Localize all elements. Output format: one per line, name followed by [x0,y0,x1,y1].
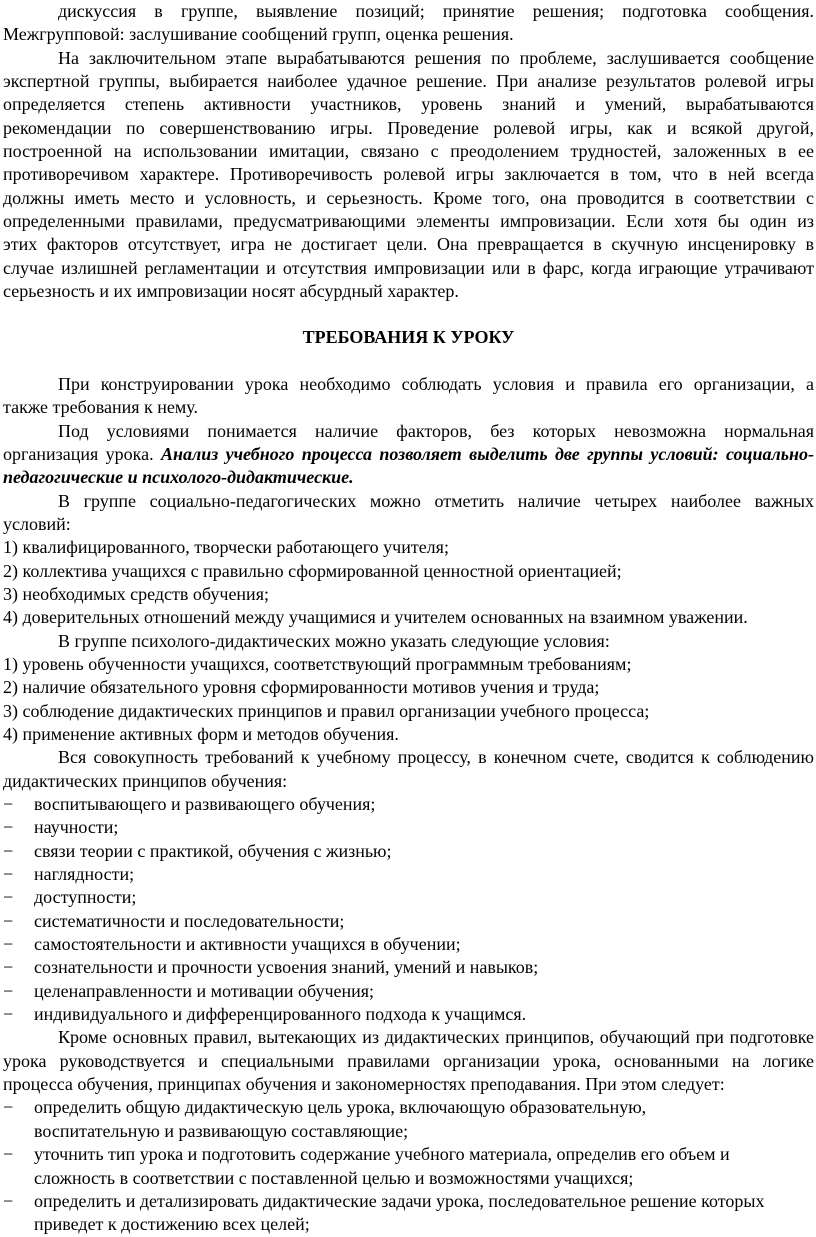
text-line: Вся совокупность требований к учебному процессу, в конечном счете, сводится к соблюдению [58,747,814,768]
text-line: случае излишней регламентации и отсутствия импровизации или в фарс, когда играющие утрачивают [3,257,814,278]
text-line: Межгрупповой: заслушивание сообщений групп, оценка решения. [3,24,514,45]
list-item-text: уточнить тип урока и подготовить содержание учебного материала, определив его объем и [34,1144,730,1165]
list-item [3,1190,814,1213]
text-line: определяется степень активности участников, уровень знаний и умений, вырабатываются [3,94,814,115]
list-item [3,863,814,886]
list-item [3,910,814,933]
text-line: рекомендации по совершенствованию игры. Проведение ролевой игры, как и всякой другой, [3,117,814,138]
list-item-text: воспитательную и развивающую составляющие; [34,1120,409,1141]
list-item-text: индивидуального и дифференцированного подхода к учащимся. [34,1004,527,1025]
text-line: процесса обучения, принципах обучения и закономерностях преподавания. При этом следует: [3,1074,725,1095]
list-item [3,1096,814,1119]
dash-bullet: − [3,980,14,1001]
social-conditions-list [3,536,814,629]
list-item: 4) доверительных отношений между учащимися и учителем основанных на взаимном уважении. [3,607,748,628]
emphasis-line: педагогические и психолого-дидактические. [3,467,354,488]
paragraph-3 [3,490,814,537]
list-item [3,1143,814,1166]
list-item-text: сложность в соответствии с поставленной целью и возможностями учащихся; [34,1167,634,1188]
list-item: 1) квалифицированного, творчески работающего учителя; [3,537,449,558]
list-item-text: научности; [34,817,119,838]
list-item-text: связи теории с практикой, обучения с жизнью; [34,840,392,861]
list-item: 2) коллектива учащихся с правильно сформированной ценностной ориентацией; [3,560,622,581]
list-item-text: самостоятельности и активности учащихся в обучении; [34,934,461,955]
text-line: определенными правилами, предусматривающими элементы импровизации. Если хотя бы один из [3,211,814,232]
emphasis-text: Анализ учебного процесса позволяет выделить две группы условий: социально- [160,443,814,464]
dash-bullet: − [3,1004,14,1025]
dash-bullet: − [3,1144,14,1165]
list-item [3,840,814,863]
list-item-text: определить общую дидактическую цель урока, включающую образовательную, [34,1097,647,1118]
list-item: 3) соблюдение дидактических принципов и правил организации учебного процесса; [3,700,650,721]
text-line: должны иметь место и условность, и серьезность. Кроме того, она проводится в соответствии с [3,187,814,208]
list-item [3,980,814,1003]
plain-text: организация урока. [3,443,161,464]
intro-paragraph [3,0,814,47]
dash-bullet: − [3,794,14,814]
list-item [3,1003,814,1026]
rules-list [3,1096,814,1236]
list-item [3,933,814,956]
list-item-continuation [3,1213,814,1236]
list-item-text: приведет к достижению всех целей; [34,1214,310,1235]
list-item-text: сознательности и прочности усвоения знаний, умений и навыков; [34,957,539,978]
principles-list [3,793,814,1026]
list-item-text: воспитывающего и развивающего обучения; [34,794,376,814]
dash-bullet: − [3,864,14,885]
section-heading: ТРЕБОВАНИЯ К УРОКУ [302,327,515,348]
text-line: урока руководствуется и специальными правилами организации урока, основанными на логике [3,1050,814,1071]
dash-bullet: − [3,934,14,955]
list-item [3,956,814,979]
text-line: При конструировании урока необходимо соблюдать условия и правила его организации, а [58,373,814,394]
list-item [3,793,814,816]
list-item-continuation [3,1120,814,1143]
text-line: серьезность и их импровизации носят абсурдный характер. [3,281,459,302]
list-item-continuation [3,1167,814,1190]
list-item: 2) наличие обязательного уровня сформированности мотивов учения и труда; [3,677,600,698]
list-item: 4) применение активных форм и методов обучения. [3,723,399,744]
text-line: противоречивом характере. Противоречивость ролевой игры заключается в том, что в ней всегда [3,164,814,185]
list-item-text: наглядности; [34,864,135,885]
dash-bullet: − [3,817,14,838]
text-line: Кроме основных правил, вытекающих из дидактических принципов, обучающий при подготовке [58,1027,814,1048]
list-item-text: доступности; [34,887,137,908]
text-line: На заключительном этапе вырабатываются решения по проблеме, заслушивается сообщение [58,47,814,68]
text-line [3,443,814,466]
dash-bullet: − [3,1190,14,1211]
paragraph-4: В группе психолого-дидактических можно указать следующие условия: [58,630,610,651]
dash-bullet: − [3,910,14,931]
text-line: условий: [3,513,71,534]
dash-bullet: − [3,840,14,861]
list-item-text: целенаправленности и мотивации обучения; [34,980,375,1001]
list-item-text: определить и детализировать дидактические задачи урока, последовательное решение которых [34,1190,765,1211]
paragraph-1 [3,373,814,420]
text-line: экспертной группы, выбирается наиболее удачное решение. При анализе результатов ролевой игры [3,71,814,92]
text-line: Под условиями понимается наличие факторов, без которых невозможна нормальная [58,420,814,441]
list-item-text: систематичности и последовательности; [34,910,345,931]
list-item: 3) необходимых средств обучения; [3,583,269,604]
list-item [3,816,814,839]
dash-bullet: − [3,1097,14,1118]
list-item [3,886,814,909]
text-line: В группе социально-педагогических можно отметить наличие четырех наиболее важных [58,490,814,511]
text-line: дидактических принципов обучения: [3,770,288,791]
dash-bullet: − [3,887,14,908]
text-line: этих факторов отсутствует, игра не достигает цели. Она превращается в скучную инсценировку в [3,234,814,255]
text-line: также требования к нему. [3,397,198,418]
text-line: построенной на использовании имитации, связано с преодолением трудностей, заложенных в ее [3,141,814,162]
paragraph-2 [3,420,814,490]
dash-bullet: − [3,957,14,978]
paragraph-6 [3,1026,814,1096]
paragraph-5 [3,746,814,793]
list-item: 1) уровень обученности учащихся, соответствующий программным требованиям; [3,653,632,674]
final-stage-paragraph [3,47,814,304]
text-line: дискуссия в группе, выявление позиций; принятие решения; подготовка сообщения. [58,1,814,21]
psych-conditions-list [3,653,814,746]
